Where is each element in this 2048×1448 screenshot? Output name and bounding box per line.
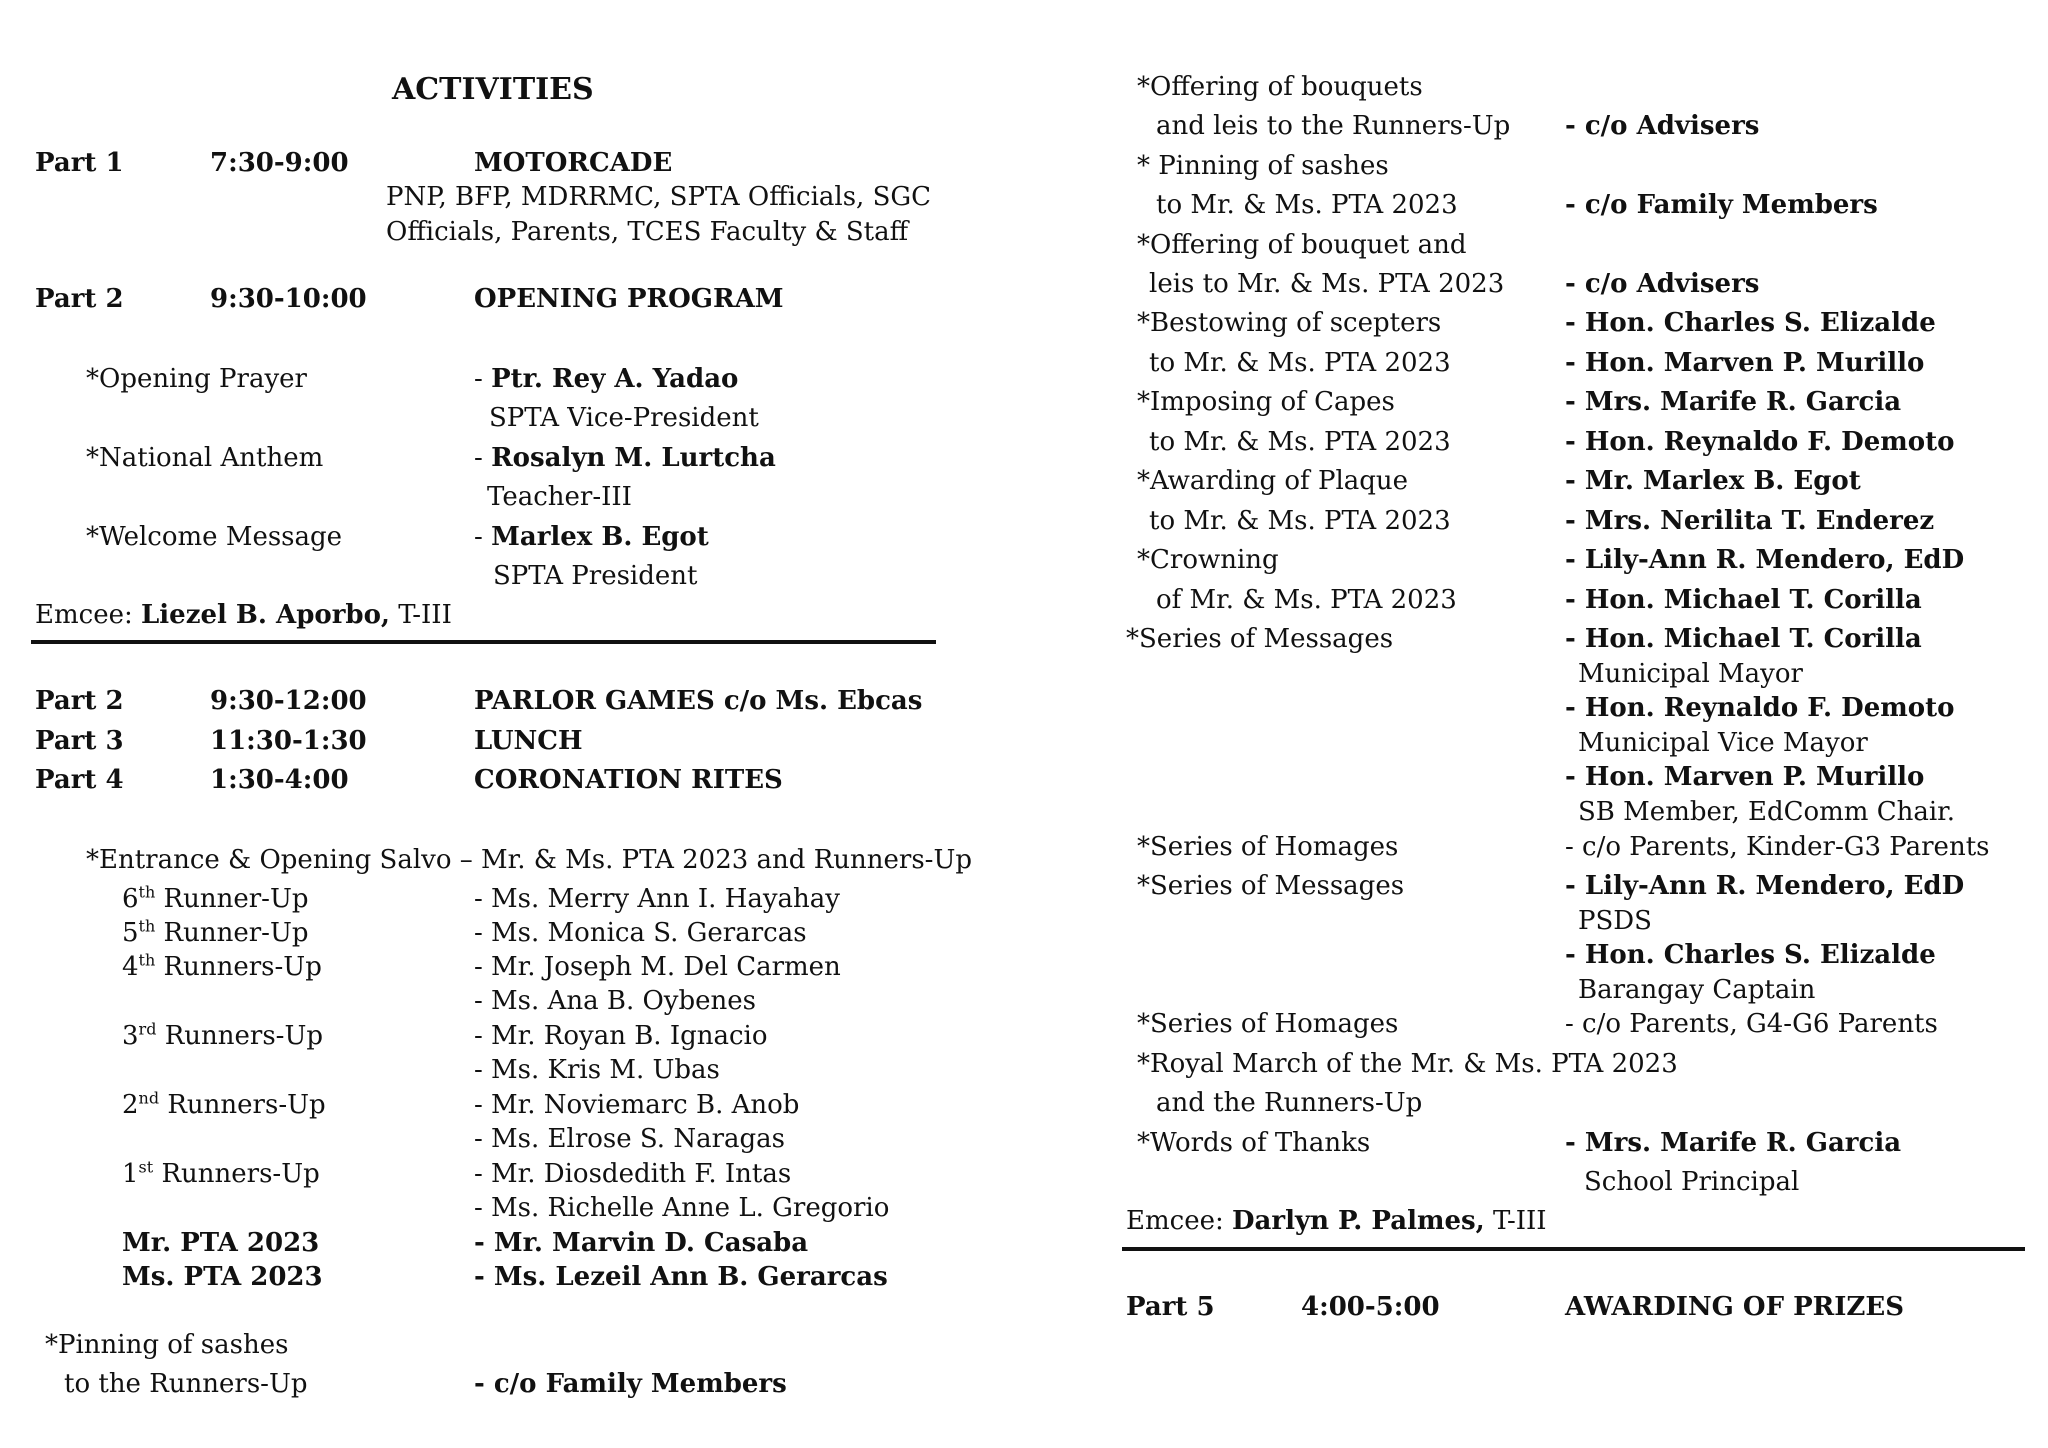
messages1-label: *Series of Messages — [1126, 624, 1394, 654]
crowning-line2: of Mr. & Ms. PTA 2023 — [1156, 585, 1457, 615]
entrance-line: *Entrance & Opening Salvo – Mr. & Ms. PTA 2023 and Runners-Up — [86, 845, 973, 875]
scepters-line2: to Mr. & Ms. PTA 2023 — [1149, 348, 1451, 378]
capes-line1: *Imposing of Capes — [1137, 387, 1395, 417]
capes-by1: - Mrs. Marife R. Garcia — [1565, 387, 1902, 417]
messages1-role2: Municipal Vice Mayor — [1578, 728, 1868, 758]
part5-title: AWARDING OF PRIZES — [1565, 1292, 1904, 1322]
emcee2-suffix: T-III — [1484, 1206, 1547, 1236]
anthem-label: *National Anthem — [86, 443, 324, 473]
scepters-line1: *Bestowing of scepters — [1137, 308, 1442, 338]
page-title: ACTIVITIES — [392, 72, 594, 107]
messages1-role1: Municipal Mayor — [1578, 659, 1803, 689]
pin2-by: - c/o Family Members — [1565, 190, 1878, 220]
emcee-prefix: Emcee: — [35, 600, 141, 630]
part2b-label: Part 2 — [35, 686, 124, 716]
runner4-name1: - Mr. Joseph M. Del Carmen — [474, 952, 841, 982]
ms-pta-name: - Ms. Lezeil Ann B. Gerarcas — [474, 1262, 888, 1292]
offer1-by: - c/o Advisers — [1565, 111, 1760, 141]
part2-title: OPENING PROGRAM — [474, 284, 784, 314]
march-line1: *Royal March of the Mr. & Ms. PTA 2023 — [1137, 1049, 1678, 1079]
runner4-label: 4th Runners-Up — [122, 950, 322, 982]
pin2-line1: * Pinning of sashes — [1137, 151, 1389, 181]
march-line2: and the Runners-Up — [1156, 1088, 1423, 1118]
runner3-name1: - Mr. Royan B. Ignacio — [474, 1021, 768, 1051]
part2-label: Part 2 — [35, 284, 124, 314]
part2-time: 9:30-10:00 — [210, 284, 367, 314]
plaque-by2: - Mrs. Nerilita T. Enderez — [1565, 506, 1935, 536]
pinning-by: - c/o Family Members — [474, 1369, 787, 1399]
scepters-by1: - Hon. Charles S. Elizalde — [1565, 308, 1936, 338]
pinning-line2: to the Runners-Up — [64, 1369, 308, 1399]
part3-time: 11:30-1:30 — [210, 726, 367, 756]
crowning-by2: - Hon. Michael T. Corilla — [1565, 585, 1922, 615]
homages2-by: - c/o Parents, G4-G6 Parents — [1565, 1009, 1938, 1039]
thanks-role: School Principal — [1584, 1167, 1800, 1197]
scepters-by2: - Hon. Marven P. Murillo — [1565, 348, 1925, 378]
runner2-name1: - Mr. Noviemarc B. Anob — [474, 1090, 800, 1120]
offer1-line2: and leis to the Runners-Up — [1156, 111, 1511, 141]
mr-pta-name: - Mr. Marvin D. Casaba — [474, 1228, 809, 1258]
crowning-line1: *Crowning — [1137, 545, 1279, 575]
emcee2-name: Darlyn P. Palmes, — [1232, 1206, 1485, 1236]
part1-note-line1: PNP, BFP, MDRRMC, SPTA Officials, SGC — [386, 182, 932, 212]
part1-title: MOTORCADE — [474, 148, 673, 178]
runner6-name: - Ms. Merry Ann I. Hayahay — [474, 884, 840, 914]
messages2-name1: - Lily-Ann R. Mendero, EdD — [1565, 871, 1965, 901]
part2b-time: 9:30-12:00 — [210, 686, 367, 716]
opening-prayer-name: Ptr. Rey A. Yadao — [491, 364, 739, 394]
welcome-name: Marlex B. Egot — [491, 522, 709, 552]
welcome-role: SPTA President — [493, 561, 698, 591]
part3-label: Part 3 — [35, 726, 124, 756]
opening-prayer-role: SPTA Vice-President — [489, 403, 759, 433]
anthem-role: Teacher-III — [487, 482, 632, 512]
part1-time: 7:30-9:00 — [210, 148, 349, 178]
part4-label: Part 4 — [35, 765, 124, 795]
section-divider-right — [1122, 1247, 2025, 1251]
messages2-role2: Barangay Captain — [1578, 975, 1816, 1005]
offer2-line1: *Offering of bouquet and — [1137, 230, 1467, 260]
homages2-label: *Series of Homages — [1137, 1009, 1399, 1039]
messages2-name2: - Hon. Charles S. Elizalde — [1565, 940, 1936, 970]
welcome-label: *Welcome Message — [86, 522, 343, 552]
runner5-label: 5th Runner-Up — [122, 916, 309, 948]
part5-time: 4:00-5:00 — [1301, 1292, 1440, 1322]
anthem-name: Rosalyn M. Lurtcha — [491, 443, 776, 473]
opening-prayer-label: *Opening Prayer — [86, 364, 307, 394]
anthem-person: - Rosalyn M. Lurtcha — [474, 443, 776, 473]
part4-title: CORONATION RITES — [474, 765, 783, 795]
runner2-label: 2nd Runners-Up — [122, 1088, 326, 1120]
part4-time: 1:30-4:00 — [210, 765, 349, 795]
offer1-line1: *Offering of bouquets — [1137, 72, 1423, 102]
part1-note-line2: Officials, Parents, TCES Faculty & Staff — [386, 217, 909, 247]
runner6-label: 6th Runner-Up — [122, 882, 309, 914]
messages1-name2: - Hon. Reynaldo F. Demoto — [1565, 693, 1955, 723]
offer2-by: - c/o Advisers — [1565, 269, 1760, 299]
plaque-line2: to Mr. & Ms. PTA 2023 — [1149, 506, 1451, 536]
runner3-name2: - Ms. Kris M. Ubas — [474, 1055, 720, 1085]
pin2-line2: to Mr. & Ms. PTA 2023 — [1156, 190, 1458, 220]
capes-line2: to Mr. & Ms. PTA 2023 — [1149, 427, 1451, 457]
runner1-name1: - Mr. Diosdedith F. Intas — [474, 1159, 792, 1189]
plaque-line1: *Awarding of Plaque — [1137, 466, 1409, 496]
emcee-suffix: T-III — [389, 600, 452, 630]
part2b-title: PARLOR GAMES c/o Ms. Ebcas — [474, 686, 923, 716]
messages1-name1: - Hon. Michael T. Corilla — [1565, 624, 1922, 654]
pinning-line1: *Pinning of sashes — [45, 1330, 289, 1360]
messages1-role3: SB Member, EdComm Chair. — [1578, 797, 1956, 827]
runner1-name2: - Ms. Richelle Anne L. Gregorio — [474, 1193, 890, 1223]
runner2-name2: - Ms. Elrose S. Naragas — [474, 1124, 785, 1154]
emcee-afternoon — [1126, 1204, 1547, 1238]
homages1-label: *Series of Homages — [1137, 832, 1399, 862]
part1-label: Part 1 — [35, 148, 124, 178]
emcee-name: Liezel B. Aporbo, — [141, 600, 390, 630]
homages1-by: - c/o Parents, Kinder-G3 Parents — [1565, 832, 1990, 862]
crowning-by1: - Lily-Ann R. Mendero, EdD — [1565, 545, 1965, 575]
thanks-label: *Words of Thanks — [1137, 1128, 1371, 1158]
messages2-label: *Series of Messages — [1137, 871, 1405, 901]
messages1-name3: - Hon. Marven P. Murillo — [1565, 762, 1925, 792]
offer2-line2: leis to Mr. & Ms. PTA 2023 — [1149, 269, 1505, 299]
section-divider — [31, 640, 936, 644]
runner4-name2: - Ms. Ana B. Oybenes — [474, 986, 756, 1016]
plaque-by1: - Mr. Marlex B. Egot — [1565, 466, 1861, 496]
opening-prayer-person: - Ptr. Rey A. Yadao — [474, 364, 739, 394]
ms-pta-label: Ms. PTA 2023 — [122, 1262, 323, 1292]
runner3-label: 3rd Runners-Up — [122, 1019, 324, 1051]
runner5-name: - Ms. Monica S. Gerarcas — [474, 918, 807, 948]
emcee2-prefix: Emcee: — [1126, 1206, 1232, 1236]
welcome-person: - Marlex B. Egot — [474, 522, 709, 552]
thanks-name: - Mrs. Marife R. Garcia — [1565, 1128, 1902, 1158]
part3-title: LUNCH — [474, 726, 583, 756]
emcee-morning — [35, 598, 452, 632]
capes-by2: - Hon. Reynaldo F. Demoto — [1565, 427, 1955, 457]
mr-pta-label: Mr. PTA 2023 — [122, 1228, 320, 1258]
runner1-label: 1st Runners-Up — [122, 1157, 320, 1189]
part5-label: Part 5 — [1126, 1292, 1215, 1322]
messages2-role1: PSDS — [1578, 906, 1652, 936]
